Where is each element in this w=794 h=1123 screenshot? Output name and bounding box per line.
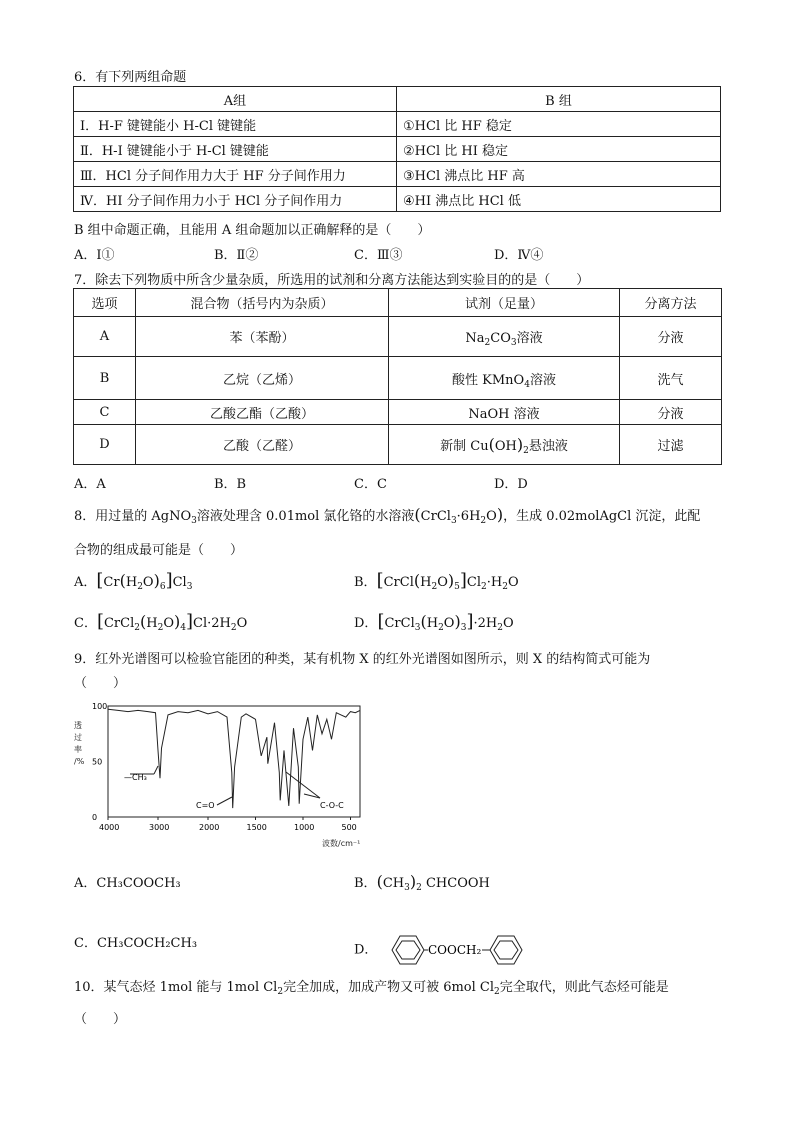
benzyl-benzoate-structure	[382, 932, 532, 968]
q7-row-c-reagent: NaOH 溶液	[389, 400, 620, 425]
q8-option-b[interactable]: B．$[CrCl(H_2O)_5]Cl_2\cdot H_2O$	[354, 570, 519, 592]
q7-option-d[interactable]: D．D	[494, 477, 528, 492]
q7-header-reagent: 试剂（足量）	[389, 289, 620, 317]
ir-spectrum-chart	[74, 700, 374, 850]
x-tick-label: 2000	[199, 823, 220, 832]
benzene-ring-icon	[392, 936, 424, 964]
q8-option-c[interactable]: C．$[CrCl_2(H_2O)_4]Cl\cdot 2H_2O$	[74, 611, 248, 633]
q9-option-a[interactable]: A．CH₃COOCH₃	[74, 876, 181, 891]
x-axis-label: 波数/cm⁻¹	[322, 839, 361, 848]
q7-row-b-mixture: 乙烷（乙烯）	[136, 357, 389, 400]
q7-header-method: 分离方法	[620, 289, 722, 317]
q10-stem-cont: （ ）	[74, 1012, 127, 1027]
x-tick-label: 1500	[246, 823, 267, 832]
y-axis-label-3: 率	[74, 745, 82, 754]
q6-header-b: B 组	[397, 87, 721, 112]
q6-row-4-b: ④HI 沸点比 HCl 低	[397, 187, 721, 212]
q9-option-b[interactable]: B．$(CH_3)_2$ CHCOOH	[354, 872, 490, 893]
x-tick-label: 1000	[294, 823, 315, 832]
svg-text:COOCH₂: COOCH₂	[427, 943, 481, 957]
q6-row-1-a: Ⅰ．H-F 键键能小 H-Cl 键键能	[74, 112, 397, 137]
q7-row-c-mixture: 乙酸乙酯（乙酸）	[136, 400, 389, 425]
q7-option-a[interactable]: A．A	[74, 477, 106, 492]
q7-row-a-option: A	[74, 317, 136, 357]
annotation-co: C=O	[196, 801, 215, 810]
q7-header-option: 选项	[74, 289, 136, 317]
q8-option-d[interactable]: D．$[CrCl_3(H_2O)_3]\cdot 2H_2O$	[354, 611, 514, 633]
q6-option-d[interactable]: D．Ⅳ④	[494, 248, 544, 263]
q8-stem: 8．用过量的 AgNO$_3$溶液处理含 0.01mol 氯化铬的水溶液$(CrCl_3\cdot 6H_2O)$，生成 0.02molAgCl 沉淀，此配	[74, 505, 701, 526]
q7-row-b-method: 洗气	[620, 357, 722, 400]
q7-table	[73, 288, 722, 465]
y-axis-label-2: 过	[74, 733, 82, 742]
q7-row-d-option: D	[74, 425, 136, 465]
q7-row-c-method: 分液	[620, 400, 722, 425]
annotation-ch3: —CH₃	[124, 773, 147, 782]
y-tick-label: 100	[92, 702, 108, 711]
q7-row-a-mixture: 苯（苯酚）	[136, 317, 389, 357]
y-axis-label-4: /%	[74, 757, 85, 766]
q6-table	[73, 86, 721, 212]
q7-row-b-reagent: 酸性 KMnO$_4$溶液	[389, 357, 620, 400]
q9-stem: 9．红外光谱图可以检验官能团的种类，某有机物 X 的红外光谱图如图所示，则 X 的结构简式可能为	[74, 652, 651, 667]
q7-row-a-method: 分液	[620, 317, 722, 357]
q7-option-b[interactable]: B．B	[214, 477, 247, 492]
q7-row-d-reagent: 新制 $Cu(OH)_2$悬浊液	[389, 425, 620, 465]
x-tick-label: 3000	[149, 823, 170, 832]
y-tick-label: 50	[92, 757, 103, 767]
benzene-ring-icon	[490, 936, 522, 964]
q7-row-b-option: B	[74, 357, 136, 400]
q6-follow: B 组中命题正确，且能用 A 组命题加以正确解释的是（ ）	[74, 223, 431, 238]
q8-stem-cont: 合物的组成最可能是（ ）	[74, 543, 244, 558]
q6-header-a: A组	[74, 87, 397, 112]
ir-series-line	[108, 709, 360, 808]
q6-row-3-b: ③HCl 沸点比 HF 高	[397, 162, 721, 187]
q7-row-a-reagent: $Na_2CO_3$溶液	[389, 317, 620, 357]
q6-option-a[interactable]: A．Ⅰ①	[74, 248, 115, 263]
q6-row-3-a: Ⅲ．HCl 分子间作用力大于 HF 分子间作用力	[74, 162, 397, 187]
q9-stem-cont: （ ）	[74, 676, 127, 691]
annotation-coc: C-O-C	[320, 801, 344, 810]
q6-row-2-a: Ⅱ．H-I 键键能小于 H-Cl 键键能	[74, 137, 397, 162]
q7-row-c-option: C	[74, 400, 136, 425]
y-axis-label-1: 透	[74, 721, 82, 730]
q6-row-2-b: ②HCl 比 HI 稳定	[397, 137, 721, 162]
q7-row-d-mixture: 乙酸（乙醛）	[136, 425, 389, 465]
q6-option-b[interactable]: B．Ⅱ②	[214, 248, 259, 263]
q6-option-c[interactable]: C．Ⅲ③	[354, 248, 403, 263]
q7-header-mixture: 混合物（括号内为杂质）	[136, 289, 389, 317]
q9-option-d[interactable]: D． COOCH₂	[354, 932, 532, 968]
q7-row-d-method: 过滤	[620, 425, 722, 465]
q7-stem: 7．除去下列物质中所含少量杂质，所选用的试剂和分离方法能达到实验目的的是（ ）	[74, 273, 590, 288]
q7-option-c[interactable]: C．C	[354, 477, 387, 492]
y-tick-label: 0	[92, 813, 98, 822]
q6-row-1-b: ①HCl 比 HF 稳定	[397, 112, 721, 137]
x-tick-label: 4000	[99, 823, 120, 832]
q6-row-4-a: Ⅳ．HI 分子间作用力小于 HCl 分子间作用力	[74, 187, 397, 212]
q8-option-a[interactable]: A．$[Cr(H_2O)_6]Cl_3$	[74, 570, 193, 592]
q6-stem: 6．有下列两组命题	[74, 70, 187, 85]
x-tick-label: 500	[341, 823, 357, 832]
q9-option-c[interactable]: C．CH₃COCH₂CH₃	[74, 936, 198, 951]
q10-stem: 10．某气态烃 1mol 能与 1mol $Cl_2$完全加成，加成产物又可被 6mol $Cl_2$完全取代，则此气态烃可能是	[74, 980, 669, 997]
